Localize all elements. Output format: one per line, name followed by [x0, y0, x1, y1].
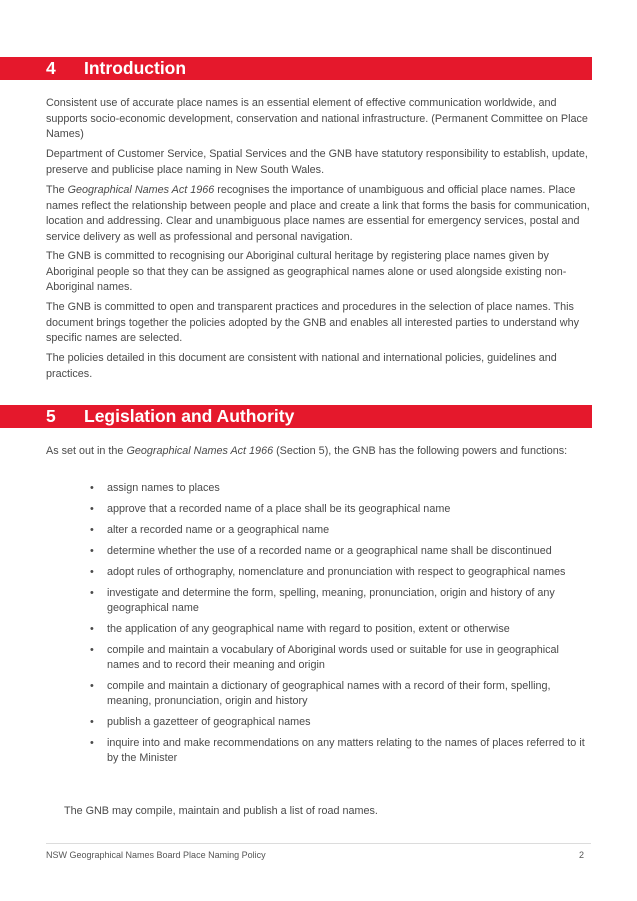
list-item-text: compile and maintain a dictionary of geographical names with a record of their form, spelling, meaning, pronunciation, origin and history — [107, 680, 551, 707]
list-item — [90, 679, 590, 709]
list-item — [90, 502, 590, 517]
intro-paragraph-5: The policies detailed in this document are consistent with national and international policies, guidelines and practices. — [46, 352, 557, 380]
footer-divider — [46, 843, 591, 844]
list-item-text: adopt rules of orthography, nomenclature and pronunciation with respect to geographical names — [107, 566, 566, 578]
list-item-text: compile and maintain a vocabulary of Aboriginal words used or suitable for use in geographical names and to record their meaning and origin — [107, 644, 559, 671]
list-item — [90, 622, 590, 637]
list-item — [90, 643, 590, 673]
legislation-intro-suffix: (Section 5), the GNB has the following powers and functions: — [273, 445, 568, 457]
legislation-act-italic: Geographical Names Act 1966 — [126, 445, 274, 457]
list-item — [90, 715, 590, 730]
list-item-text: alter a recorded name or a geographical name — [107, 524, 330, 536]
footer-title: NSW Geographical Names Board Place Naming Policy — [46, 850, 266, 860]
section-5-number: 5 — [46, 406, 56, 426]
legislation-intro — [46, 444, 594, 460]
list-item-text: determine whether the use of a recorded name or a geographical name shall be discontinued — [107, 545, 552, 557]
list-item — [90, 544, 590, 559]
list-item — [90, 481, 590, 496]
list-item-text: publish a gazetteer of geographical names — [107, 716, 311, 728]
bullet-icon: • — [90, 737, 94, 749]
list-item — [90, 523, 590, 538]
bullet-icon: • — [90, 644, 94, 656]
road-names-note: The GNB may compile, maintain and publish a list of road names. — [64, 805, 378, 817]
section-4-heading — [0, 57, 592, 80]
bullet-icon: • — [90, 587, 94, 599]
list-item-text: investigate and determine the form, spelling, meaning, pronunciation, origin and history of any geographical name — [107, 587, 555, 614]
bullet-icon: • — [90, 503, 94, 515]
section-5-title: Legislation and Authority — [84, 406, 295, 426]
intro-paragraph-3: The GNB is committed to recognising our Aboriginal cultural heritage by registering place names given by Aboriginal people so that they can be assigned as geographical names alone or used alongside existing non-Aboriginal names. — [46, 250, 567, 293]
list-item-text: the application of any geographical name with regard to position, extent or otherwise — [107, 623, 510, 635]
act-name-italic: Geographical Names Act 1966 — [67, 184, 215, 196]
list-item — [90, 565, 590, 580]
bullet-icon: • — [90, 524, 94, 536]
list-item-text: assign names to places — [107, 482, 220, 494]
act-para-prefix: The — [46, 184, 68, 196]
list-item — [90, 736, 590, 766]
list-item-text: inquire into and make recommendations on any matters relating to the names of places referred to it by the Minister — [107, 737, 585, 764]
powers-list — [90, 481, 590, 772]
bullet-icon: • — [90, 566, 94, 578]
bullet-icon: • — [90, 545, 94, 557]
bullet-icon: • — [90, 482, 94, 494]
bullet-icon: • — [90, 680, 94, 692]
intro-paragraph-2: Department of Customer Service, Spatial Services and the GNB have statutory responsibility to establish, update, preserve and publicise place naming in New South Wales. — [46, 148, 588, 176]
list-item — [90, 586, 590, 616]
section-4-number: 4 — [46, 58, 56, 78]
intro-paragraph-act — [46, 183, 594, 245]
intro-paragraph-4: The GNB is committed to open and transparent practices and procedures in the selection of place names. This document brings together the policies adopted by the GNB and enables all interested parties to understand why specific names are selected. — [46, 301, 579, 344]
section-5-heading — [0, 405, 592, 428]
list-item-text: approve that a recorded name of a place shall be its geographical name — [107, 503, 451, 515]
section-4-title: Introduction — [84, 58, 187, 78]
page-number: 2 — [579, 850, 585, 860]
bullet-icon: • — [90, 623, 94, 635]
legislation-intro-prefix: As set out in the — [46, 445, 127, 457]
bullet-icon: • — [90, 716, 94, 728]
act-para-suffix: recognises the importance of unambiguous and official place names. Place names reflect the relationship between people and place and create a link that forms the basis for communication, location and addressing. Clear and unambiguous place names are essential for emergency services, postal and service delivery as well as professional and personal navigation. — [46, 184, 590, 243]
intro-paragraph-1: Consistent use of accurate place names is an essential element of effective communication worldwide, and supports socio-economic development, conservation and national infrastructure. (Permanent Committee on Place Names) — [46, 97, 588, 140]
